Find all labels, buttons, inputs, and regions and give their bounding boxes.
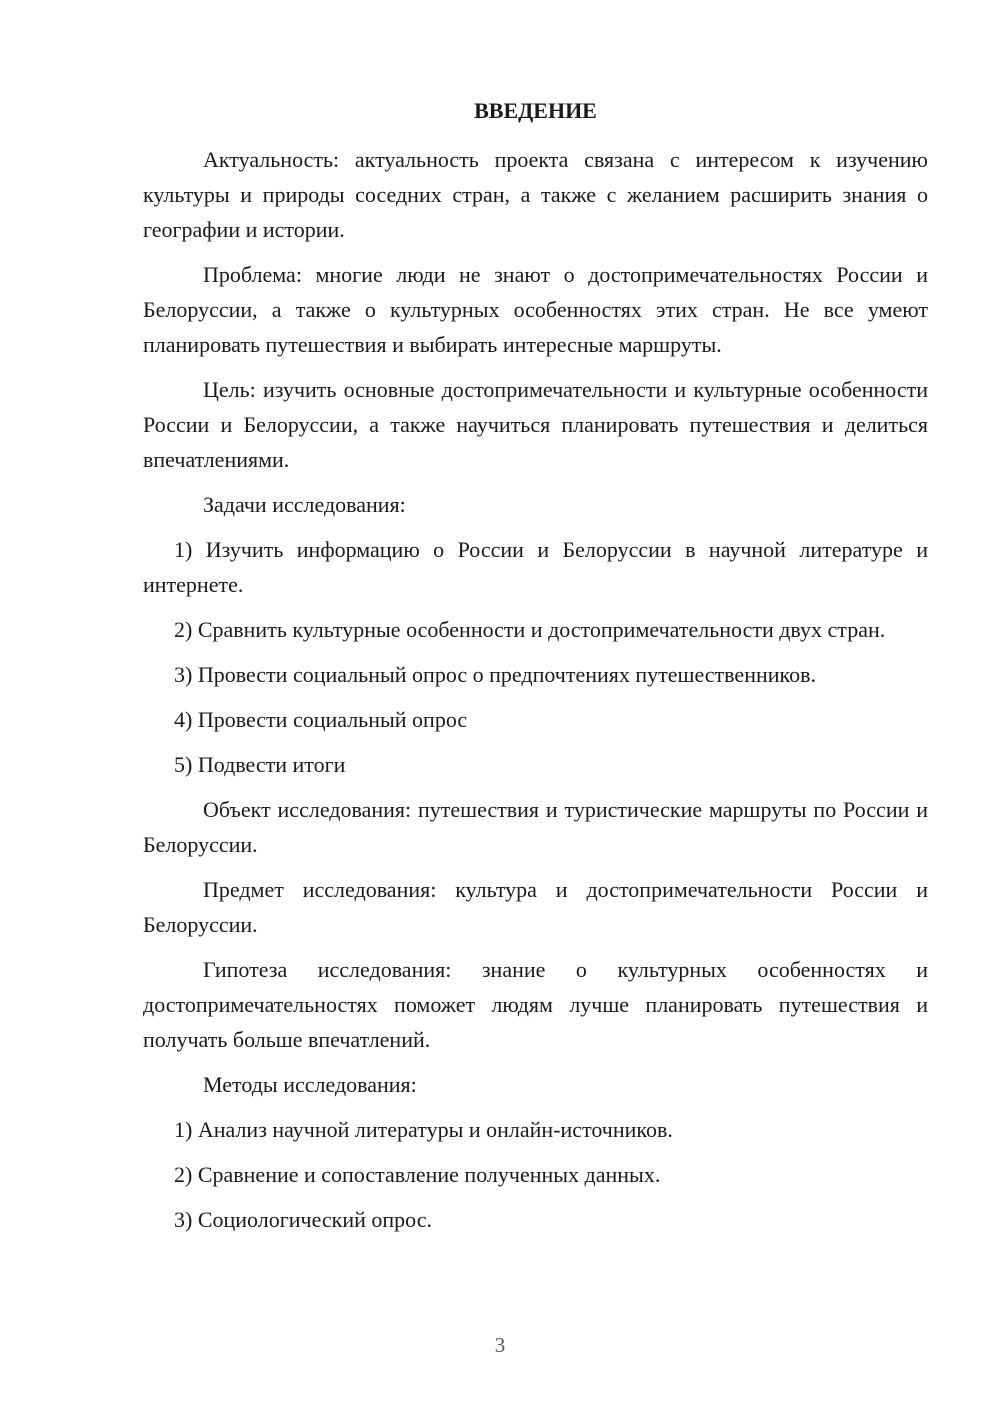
page-number: 3 [494,1333,506,1357]
paragraph-goal: Цель: изучить основные достопримечательности и культурные особенности России и Белоруссии, а также научиться планировать путешествия и делиться впечатлениями. [143,377,928,472]
method-item-1: 1) Анализ научной литературы и онлайн-источников. [174,1117,673,1142]
task-item-2: 2) Сравнить культурные особенности и достопримечательности двух стран. [174,617,886,642]
paragraph-problem: Проблема: многие люди не знают о достопримечательностях России и Белоруссии, а также о культурных особенностях этих стран. Не все умеют планировать путешествия и выбирать интересные маршруты. [143,262,928,357]
paragraph-subject: Предмет исследования: культура и достопримечательности России и Белоруссии. [143,877,928,937]
text-column [143,95,928,1237]
method-item-2: 2) Сравнение и сопоставление полученных данных. [174,1162,661,1187]
task-item-3: 3) Провести социальный опрос о предпочтениях путешественников. [174,662,816,687]
paragraph-hypothesis: Гипотеза исследования: знание о культурных особенностях и достопримечательностях поможет людям лучше планировать путешествия и получать больше впечатлений. [143,957,928,1052]
task-item-5: 5) Подвести итоги [174,752,346,777]
tasks-heading: Задачи исследования: [203,492,406,517]
paragraph-object: Объект исследования: путешествия и туристические маршруты по России и Белоруссии. [143,797,928,857]
paragraph-relevance: Актуальность: актуальность проекта связана с интересом к изучению культуры и природы соседних стран, а также с желанием расширить знания о географии и истории. [143,147,928,242]
methods-heading: Методы исследования: [203,1072,417,1097]
page-title: ВВЕДЕНИЕ [474,98,597,123]
task-item-4: 4) Провести социальный опрос [174,707,468,732]
method-item-3: 3) Социологический опрос. [174,1207,432,1232]
task-item-1: 1) Изучить информацию о России и Белоруссии в научной литературе и интернете. [143,537,928,597]
